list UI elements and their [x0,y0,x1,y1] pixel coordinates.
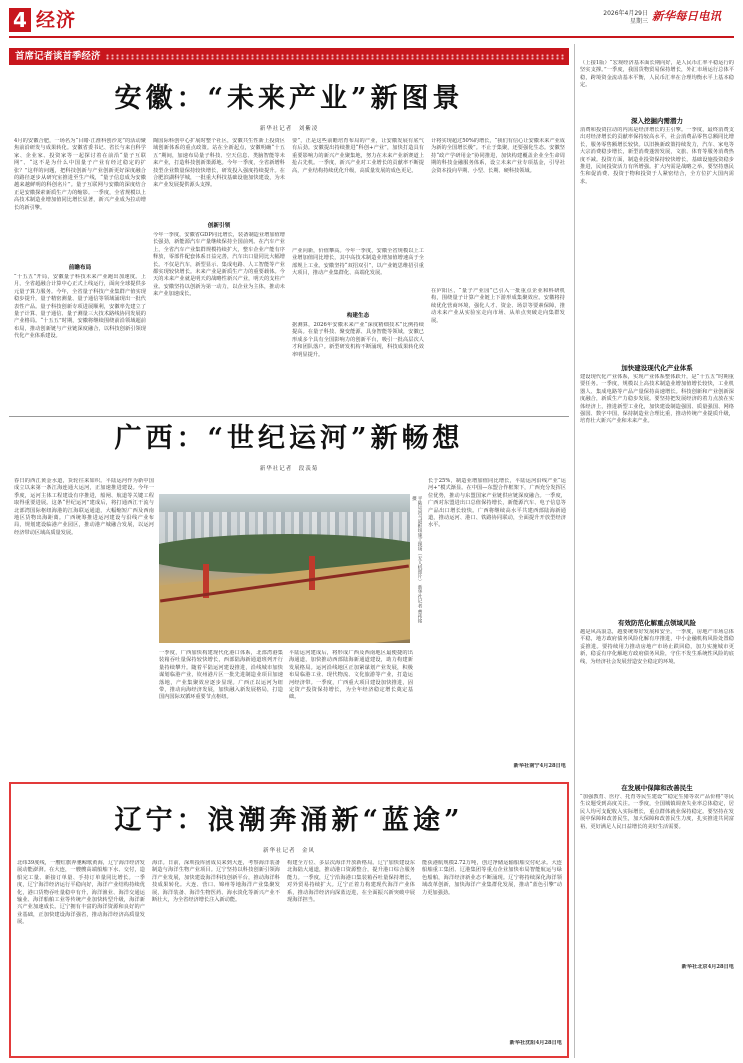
liaoning-para: 构建全方位、多层次海洋开放新格局。辽宁加快建设东北海陆大通道，推动港口资源整合，提升港口综合服务能力。一季度，辽宁沿海港口集装箱吞吐量保持增长，对外贸易持续扩大。辽宁正着力构建现代海洋产业体系，推动海洋经济向深蓝迈进，在全面振兴新突破中展现海洋担当。 [287,860,415,904]
sidebar-para: 消费和投资拉动的内需是经济增长的主引擎。一季度，最终消费支出对经济增长的贡献率保持较高水平，社会消费品零售总额同比增长，服务零售额增长较快。以旧换新政策持续发力，汽车、家电等大宗消费稳步增长，新型消费蓬勃发展，文旅、体育等服务消费热度不减。投资方面，制造业投资保持较快增长，基础设施投资稳步推进，民间投资活力有所增强。扩大内需是战略之举，要坚持惠民生和促消费、投资于物和投资于人紧密结合，全方位扩大国内需求。 [580,127,734,185]
liaoning-para: 能获港航规模2.72万吨，创过净储运输船舶交付纪录。大连船舶重工集团、辽港集团等重点企业加快布局智能航运与绿色船舶，海洋经济新业态不断涌现。辽宁将持续深化海洋领域改革创新，加快海洋产业集群化发展，推动“蓝色引擎”动力更加强劲。 [422,860,562,896]
column-divider [574,44,575,1058]
sidebar-dateline: 新华社北京4月28日电 [681,964,734,970]
sidebar-heading-2: 加快建设现代化产业体系 [621,364,693,372]
sidebar-para: 越是风高浪急，越要统筹好发展和安全。一季度，房地产市场总体平稳，地方政府债务风险化解有序推进，中小金融机构风险处置稳妥推进。要持续用力推动房地产市场止跌回稳，加力实施城市更新，稳妥有序化解地方政府债务风险，守住不发生系统性风险的底线，为经济社会发展营造安全稳定的环境。 [580,629,734,665]
guangxi-col-3 [289,650,413,776]
anhui-para: 4月的安徽合肥，一场名为“目睹·江淮科创沙龙”的活动聚焦前沿研发与成果转化。安徽省委书记、省长与来自科学家、企业家、投资家等一起探讨着在前沿“量子互联网”、“这不是为什么中国量子产业有经过稳定的扩张？”这样的问题，把科技创新与产业创新更好深度融合的路径逐步从研究室推进至生产线，“量子信息成为安徽越来越鲜明的科创名片”。量子互联网与安徽的深度结合正是安徽探索新质生产力的缩影。一季度，全省规模以上高技术制造业增加值同比增长显著，新兴产业成为拉动增长的新引擎。 [14,138,146,211]
guangxi-byline: 新华社记者 段羡菊 [9,464,569,472]
liaoning-para: 海洋。日前，深圳投库团成员来到大连，考察海洋装备制造与海洋生物产业项目。辽宁坚持以科技创新引领海洋产业发展，加快建设海洋科技创新平台，推动海洋科技成果转化。大连、营口、锦州等地海洋产业集聚发展，海洋装备、海洋生物医药、海水淡化等新兴产业不断壮大，为全省经济增长注入新动能。 [152,860,280,904]
date-text: 2026年4月29日 [603,10,648,17]
anhui-para: 陶国际科创中心扩展时整个社区，安徽共生性新上投资区域创新体系的重点政策。站在全新起点，安徽明确“十五五”期间，加速布局量子科技、空天信息、类脑智能等未来产业，打造科技创新策源地。今年一季度，全省新增科技型企业数量保持较快增长，研发投入强度持续提升。在合肥滨湖科学城，一批重大科技基础设施加快建设，为未来产业发展提供源头支撑。 [153,138,285,189]
page-number: 4 [9,8,31,32]
issue-date [590,10,648,26]
sidebar-heading-1: 深入挖掘内需潜力 [631,117,683,125]
guangxi-para: 一季度，广西加快构建现代化港口体系，北部湾港集装箱吞吐量保持较快增长，西部陆海新通道班列开行量持续攀升。随着平陆运河建设推进，沿线城市加快谋划临港产业，钦州港片区一批先进制造业项目加速落地，产业集聚效应逐步显现。广西正以运河为纽带，推动向海经济发展，加快融入新发展格局，打造国内国际双循环重要节点枢纽。 [159,650,283,701]
anhui-col-2 [153,138,285,460]
anhui-col-1 [14,138,146,460]
header-rule [9,36,734,38]
anhui-subhead-1: 前瞻布局 [68,265,92,271]
section-divider [9,416,569,417]
sidebar-para: “加强教育、医疗、托育等民生建设”“稳定生猪等农产品价格”等民生议题受到高度关注。一季度，全国城镇调查失业率总体稳定，居民人均可支配收入实际增长，重点群体就业保持稳定。要坚持在发展中保障和改善民生，加大保障和改善民生力度，扎实推进共同富裕，更好满足人民日益增长的美好生活需要。 [580,794,734,830]
liaoning-headline: 辽宁：浪潮奔涌新“蓝途” [114,805,464,836]
guangxi-headline: 广西：“世纪运河”新畅想 [9,422,569,456]
section-title: 经济 [36,9,77,31]
guangxi-para: 长于25%，制造业增加值同比增长，平陆运河沿线产业“运河+”模式渐显。在中国—东盟合作框架下，广西充分发挥区位优势，推动与东盟国家产业链供应链深度融合。一季度，广西对东盟进出口总值保持增长，新能源汽车、电子信息等产品出口增长较快。广西将继续高水平共建西部陆海新通道，推动运河、港口、铁路协同联动，全面提升开放型经济水平。 [428,478,566,529]
band-label: 首席记者谈首季经济 [15,51,101,62]
anhui-para: 在庐阳区，“量子产业园”已引入一批重点企业和科研机构，围绕量子计算产业链上下游形成集聚效应。安徽将持续优化营商环境，强化人才、资金、场景等要素保障，推动未来产业从实验室走向市场、从单点突破走向集群发展。 [431,288,565,324]
anhui-byline: 新华社记者 刘紫凌 [259,126,319,132]
anhui-subhead-2: 创新引领 [207,223,231,229]
liaoning-para: 北纬39度线，一艘红旗奔驰鲸歌黄海，辽宁海洋经济发展动能澎湃。在大连，一艘艘高端船舶下水、交付，造船完工量、新接订单量、手持订单量同比增长。一季度，辽宁海洋经济运行平稳向好，海洋产业结构持续优化，港口货物吞吐量稳中有升，海洋渔业、海洋交通运输业、海洋船舶工业等传统产业加快转型升级，海洋新兴产业加速成长。辽宁拥有丰富的海洋资源和良好的产业基础，正加快建设海洋强省，推动海洋经济高质量发展。 [17,860,145,926]
sidebar-column [580,60,734,1058]
guangxi-dateline: 新华社南宁4月28日电 [513,763,566,769]
guangxi-col-2 [159,650,283,776]
anhui-para: 今年一季度，安徽省GDP同比增长，装备制造业增加值增长强劲，新能源汽车产量继续保持全国前列。在汽车产业上，全省汽车产业集群规模持续扩大，整车企业产能有序释放，零部件配套体系日益完善，汽车出口量同比大幅增长。不仅是汽车，新型显示、集成电路、人工智能等产业都实现较快增长。未来产业是新质生产力的重要载体。今天的未来产业就是明天的战略性新兴产业，明天的支柱产业。安徽坚持以创新为第一动力，以企业为主体，推动未来产业加速成长。 [153,232,285,298]
canal-photo [159,494,410,643]
weekday-text: 星期三 [629,18,648,25]
band-dots [105,54,565,60]
liaoning-col-1 [17,860,145,1052]
anhui-para: 计将实现超过50%的增长，“我们有信心让安徽未来产业成为新的全国增长极”。不止于集聚，还要强化生态。安徽坚持“政产学研用金”协同推进，加快构建覆盖企业全生命周期的科技金融服务体系，设立未来产业专项基金，引导社会资本投向早期、小型、长期、硬科技领域。 [431,138,565,174]
anhui-col-3 [292,138,424,460]
guangxi-col-4 [428,478,566,776]
liaoning-col-4 [422,860,562,1052]
liaoning-col-2 [152,860,280,1052]
anhui-subhead-3: 构建生态 [346,313,370,319]
sidebar-para: 建设现代化产业体系，实现产业体系整体跃升，是“十五五”时期重要任务。一季度，规模以上高技术制造业增加值增长较快，工业机器人、集成电路等产品产量保持高速增长。科技创新和产业创新深度融合，新质生产力稳步发展。要坚持把发展经济的着力点放在实体经济上，推进新型工业化，加快建设制造强国、质量强国、网络强国、数字中国，保持制造业合理比重，推动传统产业提质升级，培育壮大新兴产业和未来产业。 [580,374,734,425]
sidebar-intro: （上接1版）“宏观经济基本面长期向好，是人民币汇率平稳运行的坚实支撑。”一季度，我国货物贸易保持增长，外汇市场运行总体平稳，跨境资金流动基本平衡，人民币汇率在合理均衡水平上基本稳定。 [580,60,734,89]
anhui-col-4 [431,138,565,460]
guangxi-para: 春日的西江黄金水道，货轮往来如织。平陆运河作为新中国成立以来第一条江海连通大运河，正加速推进建设。今年一季度，运河主体工程建设有序推进，船闸、航道等关键工程取得重要进展。这条“世纪运河”建成后，将打通西江干流与北部湾国际枢纽海港的江海联运通道，大幅缩短广西及西南地区货物出海距离。广西统筹推进运河建设与沿线产业布局，规划建设临港产业园区，推动港产城融合发展，以运河经济带动区域高质量发展。 [14,478,154,536]
anhui-para: 产业向新，价值攀高。今年一季度，安徽全省规模以上工业增加值同比增长，其中高技术制造业增加值增速高于全部规上工业。安徽坚持“双招双引”，以产业链思维招引重大项目，推动产业集群化、高端化发展。 [292,248,424,277]
sidebar-heading-3: 有效防范化解重点领域风险 [618,619,696,627]
guangxi-col-1 [14,478,154,776]
guangxi-para: 平陆运河建成后，将形成广西及西南地区最便捷的出海通道，加快推动西部陆海新通道建设，助力构建新发展格局。运河沿线地区正加紧谋划产业发展，积极布局临港工业、现代物流、文化旅游等产业，打造运河经济带。一季度，广西重大项目建设加快推进，固定资产投资保持增长，为全年经济稳定增长奠定基础。 [289,650,413,701]
anhui-para: 据测算，2026年安徽未来产业“深度精细技术”比例持续提高。在量子科技、聚变能源、具身智能等领域，安徽已形成多个具有全国影响力的创新平台，吸引一批高层次人才和团队落户。新型研发机构不断涌现，科技成果转化效率明显提升。 [292,322,424,358]
sidebar-heading-4: 在发展中保障和改善民生 [621,784,693,792]
anhui-headline: 安徽：“未来产业”新图景 [114,83,464,114]
liaoning-byline: 新华社记者 金风 [262,848,315,854]
newspaper-logo: 新华每日电讯 [652,9,721,23]
anhui-para: “十五五”开局，安徽量子科技未来产业跑出加速度。上月，全省超融合计算中心正式上线运行，面向全球提供多元量子算力服务。今年，全省量子科技产业集群产值实现稳步提升，量子精密测量、量子通信等领域涌现出一批代表性产品。量子科技创新专项进展顺利，安徽率先建立了量子计算、量子通信、量子测量三大技术路线协同发展的产业格局。“十五五”时期，安徽将继续围绕前沿领域超前布局，推动创新链与产业链深度融合，以科技创新引领现代化产业体系建设。 [14,274,146,340]
anhui-para: 要”，正是这些前瞻培育布局的产业，让安徽发展有底气有后劲。安徽提出持续推进“科创+产业”，加快打造具有重要影响力的新兴产业聚集地，努力在未来产业新赛道上抢占先机。一季度，新兴产业对工业增长的贡献率不断提高，产业结构持续优化升级，高质量发展的成色更足。 [292,138,424,174]
photo-caption: 平陆运河马道枢纽施工现场（无人机照片） 新华社记者 曹祎铭 摄 [411,496,422,624]
liaoning-col-3 [287,860,415,1052]
liaoning-dateline: 新华社沈阳4月28日电 [509,1040,562,1046]
photo-tower [309,556,315,590]
